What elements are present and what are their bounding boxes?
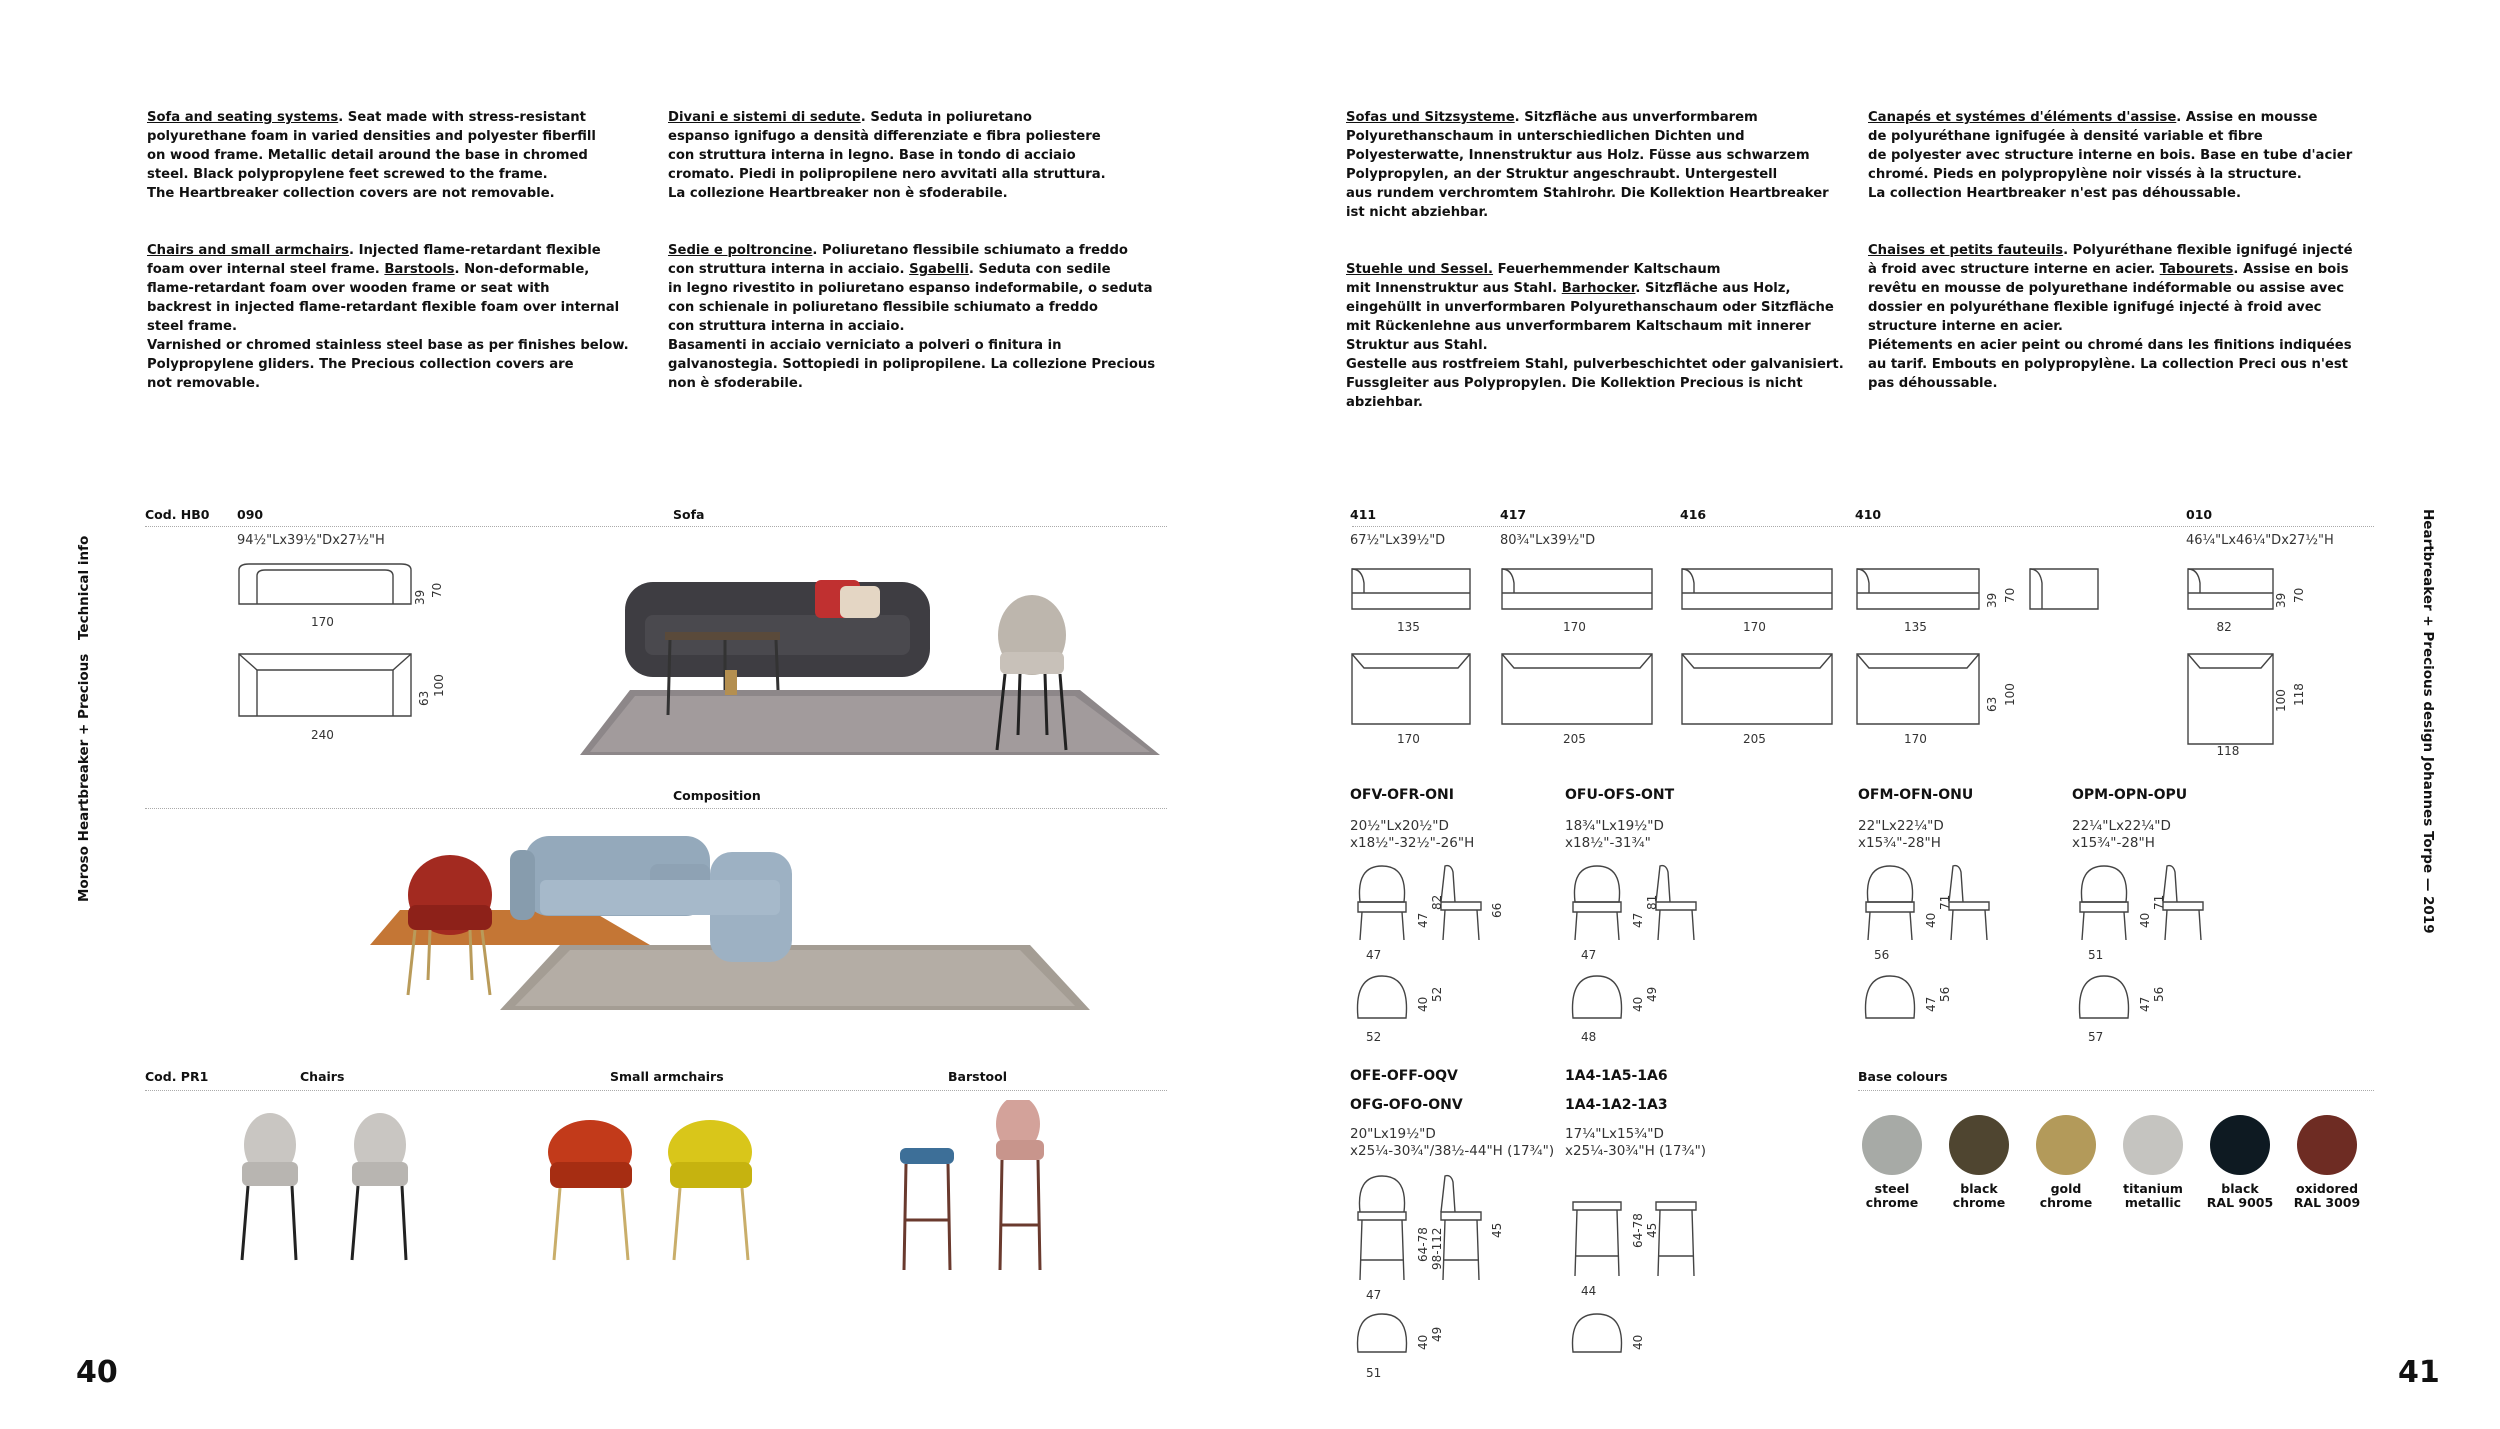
chair-s1: 40 [1416, 996, 1430, 1012]
stool-s2: 49 [1430, 1326, 1444, 1342]
mod-h-63: 63 [1985, 696, 1999, 712]
module-top-drawing [1350, 652, 1472, 726]
colour-swatch-label: black chrome [1952, 1181, 2006, 1210]
module-code: 411 [1350, 507, 1377, 522]
heading-sofa-en: Sofa and seating systems [147, 110, 339, 125]
divider [145, 1090, 1167, 1091]
stool-depth: 51 [1366, 1366, 1382, 1380]
composition-title: Composition [673, 788, 761, 803]
chair-code: OPM-OPN-OPU [2072, 787, 2188, 803]
stool-h3: 45 [1490, 1222, 1504, 1238]
stool-h2: 98-112 [1430, 1227, 1444, 1270]
chair-h1: 40 [1924, 912, 1938, 928]
stool-s1: 40 [1416, 1334, 1430, 1350]
stool-code-1: OFE-OFF-OQV [1350, 1068, 1458, 1084]
module-side-drawing [1350, 563, 1472, 611]
chair-depth: 48 [1581, 1030, 1597, 1044]
module-width-top: 135 [1904, 620, 1927, 634]
chair-h1: 47 [1631, 912, 1645, 928]
side-label-right: Heartbreaker + Precious design Johannes Torpe — 2019 [2420, 509, 2436, 934]
chairs-title: Chairs [300, 1069, 345, 1084]
module-top-drawing [1855, 652, 1981, 726]
mod-h-39: 39 [1985, 592, 1999, 608]
chair-width: 51 [2088, 948, 2104, 962]
divider [145, 526, 1167, 527]
colour-swatch [2297, 1115, 2357, 1175]
side-label-brand: Moroso Heartbreaker + Precious [76, 653, 92, 902]
chair-depth: 52 [1366, 1030, 1382, 1044]
chair-width: 47 [1581, 948, 1597, 962]
chair-width: 47 [1366, 948, 1382, 962]
chair-h1: 47 [1416, 912, 1430, 928]
module-width-bottom: 118 [2216, 744, 2240, 758]
chair-top-drawing [1352, 972, 1412, 1022]
text-col-en: Sofa and seating systems. Seat made with stress-resistant polyurethane foam in varied densities and polyester fiberfill on wood frame. Metallic detail around the base in chromed steel. Black polypropylene feet screwed to the frame. The Heartbreaker collection covers are not removable. Chairs and small armchairs. Injected flame-retardant flexible foam over internal steel frame. Barstools. Non-deformable, flame-retardant foam over wooden frame or seat with backrest in injected flame-retardant flexible foam over internal steel frame. Varnished or chromed stainless steel base as per finishes below. Polypropylene gliders. The Precious collection covers are not removable. [147, 110, 629, 391]
sofa-h2a: 63 [417, 690, 431, 706]
chair-h2: 81 [1645, 894, 1659, 910]
base-colours-title: Base colours [1858, 1069, 1948, 1084]
stool-dims: 20"Lx19½"D x25¼-30¾"/38½-44"H (17¾") [1350, 1126, 1555, 1159]
chair-width: 56 [1874, 948, 1890, 962]
text-col-de: Sofas und Sitzsysteme. Sitzfläche aus unverformbarem Polyurethanschaum in unterschiedlichen Dichten und Polyesterwatte, Innenstruktur aus Holz. Füsse aus schwarzem Polypropylen, an der Struktur angeschraubt. Untergestell aus rundem verchromtem Stahlrohr. Die Kollektion Heartbreaker ist nicht abziehbar. Stuehle und Sessel. Feuerhemmender Kaltschaum mit Innenstruktur aus Stahl. Barhocker. Sitzfläche aus Holz, eingehüllt in unverformbaren Polyurethanschaum oder Sitzfläche mit Rückenlehne aus unverformbarem Kaltschaum mit innerer Struktur aus Stahl. Gestelle aus rostfreiem Stahl, pulverbeschichtet oder galvanisiert. Fussgleiter aus Polypropylen. Die Kollektion Precious is nicht abziehbar. [1346, 110, 1844, 410]
stool-width: 47 [1366, 1288, 1382, 1302]
colour-swatch [1862, 1115, 1922, 1175]
colour-swatch [2210, 1115, 2270, 1175]
mod-h-70b: 70 [2292, 587, 2306, 603]
module-side-drawing [1500, 563, 1654, 611]
module-side-drawing [2028, 563, 2100, 611]
chair-s2: 56 [1938, 986, 1952, 1002]
hb0-code: 090 [237, 507, 264, 522]
cod-pr1: Cod. PR1 [145, 1069, 209, 1084]
colour-swatch [1949, 1115, 2009, 1175]
stool-h2: 45 [1645, 1222, 1659, 1238]
sofa-top-drawing [235, 650, 415, 720]
module-code: 010 [2186, 507, 2213, 522]
chair-depth: 57 [2088, 1030, 2104, 1044]
colour-swatch-label: oxidored RAL 3009 [2293, 1181, 2361, 1210]
stool-code-1: 1A4-1A5-1A6 [1565, 1068, 1668, 1084]
colour-swatch-label: titanium metallic [2123, 1181, 2183, 1210]
module-dims: 46¼"Lx46¼"Dx27½"H [2186, 533, 2334, 548]
module-side-drawing [1680, 563, 1834, 611]
chair-s2: 56 [2152, 986, 2166, 1002]
stool-side-drawing [1650, 1198, 1700, 1278]
sofa-side-drawing [235, 560, 415, 610]
sofa-dims: 94½"Lx39½"Dx27½"H [237, 533, 385, 548]
chair-dims: 22¼"Lx22¼"D x15¾"-28"H [2072, 818, 2171, 851]
stool-code-2: 1A4-1A2-1A3 [1565, 1097, 1668, 1113]
chair-dims: 22"Lx22¼"D x15¾"-28"H [1858, 818, 1944, 851]
colour-swatch-label: gold chrome [2039, 1181, 2093, 1210]
stool-dims: 17¼"Lx15¾"D x25¼-30¾"H (17¾") [1565, 1126, 1707, 1159]
divider [145, 808, 1167, 809]
chair-h2: 82 [1430, 894, 1444, 910]
module-code: 410 [1855, 507, 1882, 522]
colour-swatch-label: black RAL 9005 [2206, 1181, 2274, 1210]
text-col-fr: Canapés et systémes d'éléments d'assise. Assise en mousse de polyuréthane ignifugée à densité variable et fibre de polyester avec structure interne en bois. Base en tube d'acier chromé. Pieds en polypropylène noir vissés à la structure. La collection Heartbreaker n'est pas déhoussable. Chaises et petits fauteuils. Polyuréthane flexible ignifugé injecté à froid avec structure interne en acier. Tabourets. Assise en bois revêtu en mousse de polyurethane indéformable ou assise avec dossier en polyuréthane flexible ignifugé injecté à froid avec structure interne en acier. Piétements en acier peint ou chromé dans les finitions indiquées au tarif. Embouts en polypropylène. La collection Preci ous n'est pas déhoussable. [1868, 110, 2353, 391]
chair-code: OFV-OFR-ONI [1350, 787, 1454, 803]
barstool-title: Barstool [948, 1069, 1008, 1084]
chair-top-drawing [1860, 972, 1920, 1022]
chair-code: OFM-OFN-ONU [1858, 787, 1974, 803]
module-dims: 80¾"Lx39½"D [1500, 533, 1596, 548]
mod-h-100b: 100 [2274, 689, 2288, 712]
module-width-bottom: 170 [1904, 732, 1927, 746]
chair-top-drawing [2074, 972, 2134, 1022]
colour-swatch [2123, 1115, 2183, 1175]
chair-front-drawing [1567, 862, 1627, 942]
mod-h-39b: 39 [2274, 592, 2288, 608]
sofa-title: Sofa [673, 507, 705, 522]
chair-dims: 18¾"Lx19½"D x18½"-31¾" [1565, 818, 1664, 851]
module-width-bottom: 205 [1563, 732, 1586, 746]
mod-h-70: 70 [2003, 587, 2017, 603]
module-side-drawing [1855, 563, 1981, 611]
stool-h1: 64-78 [1416, 1227, 1430, 1262]
chair-front-drawing [1352, 862, 1412, 942]
chairs-photo [220, 1100, 1120, 1280]
module-top-drawing [2186, 652, 2275, 746]
sofa-h2b: 100 [432, 674, 446, 697]
module-top-drawing [1680, 652, 1834, 726]
chair-dims: 20½"Lx20½"D x18½"-32½"-26"H [1350, 818, 1475, 851]
sofa-w1: 170 [311, 615, 334, 629]
sofa-scene-photo [550, 560, 1170, 790]
chair-s2: 49 [1645, 986, 1659, 1002]
chair-h1: 40 [2138, 912, 2152, 928]
stool-h1: 64-78 [1631, 1213, 1645, 1248]
chair-s2: 52 [1430, 986, 1444, 1002]
chair-s1: 47 [2138, 996, 2152, 1012]
colour-swatch [2036, 1115, 2096, 1175]
module-width-top: 135 [1397, 620, 1420, 634]
stool-top-drawing [1352, 1310, 1412, 1356]
page-number-left: 40 [76, 1355, 118, 1390]
chair-front-drawing [1860, 862, 1920, 942]
module-side-drawing [2186, 563, 2275, 611]
module-width-bottom: 205 [1743, 732, 1766, 746]
stool-code-2: OFG-OFO-ONV [1350, 1097, 1463, 1113]
module-dims: 67½"Lx39½"D [1350, 533, 1446, 548]
cod-hb0: Cod. HB0 [145, 507, 210, 522]
chair-s1: 40 [1631, 996, 1645, 1012]
module-width-top: 170 [1563, 620, 1586, 634]
module-width-top: 82 [2216, 620, 2232, 634]
module-top-drawing [1500, 652, 1654, 726]
colour-swatch-label: steel chrome [1865, 1181, 1919, 1210]
mod-h-100: 100 [2003, 683, 2017, 706]
divider [1352, 526, 2374, 527]
stool-front-drawing [1567, 1198, 1627, 1278]
stool-s1: 40 [1631, 1334, 1645, 1350]
composition-photo [330, 820, 1130, 1020]
module-code: 417 [1500, 507, 1527, 522]
sofa-w2: 240 [311, 728, 334, 742]
sofa-h1b: 70 [430, 582, 444, 598]
stool-top-drawing [1567, 1310, 1627, 1356]
page-number-right: 41 [2398, 1355, 2440, 1390]
module-width-top: 170 [1743, 620, 1766, 634]
chair-h2: 71 [1938, 894, 1952, 910]
text-col-it: Divani e sistemi di sedute. Seduta in poliuretano espanso ignifugo a densità differenziate e fibra poliestere con struttura interna in legno. Base in tondo di acciaio cromato. Piedi in polipropilene nero avvitati alla struttura. La collezione Heartbreaker non è sfoderabile. Sedie e poltroncine. Poliuretano flessibile schiumato a freddo con struttura interna in acciaio. Sgabelli. Seduta con sedile in legno rivestito in poliuretano espanso indeformabile, o seduta con schienale in poliuretano flessibile schiumato a freddo con struttura interna in acciaio. Basamenti in acciaio verniciato a polveri o finitura in galvanostegia. Sottopiedi in polipropilene. La collezione Precious non è sfoderabile. [668, 110, 1156, 391]
stool-width: 44 [1581, 1284, 1597, 1298]
module-width-bottom: 170 [1397, 732, 1420, 746]
side-label-section: Technical info [76, 535, 92, 640]
chair-top-drawing [1567, 972, 1627, 1022]
sofa-h1a: 39 [413, 589, 427, 605]
divider [1858, 1090, 2374, 1091]
stool-front-drawing [1352, 1172, 1412, 1282]
chair-front-drawing [2074, 862, 2134, 942]
chair-h3: 66 [1490, 902, 1504, 918]
small-armchairs-title: Small armchairs [610, 1069, 724, 1084]
mod-h-118: 118 [2292, 683, 2306, 706]
module-code: 416 [1680, 507, 1707, 522]
chair-s1: 47 [1924, 996, 1938, 1012]
chair-h2: 71 [2152, 894, 2166, 910]
chair-code: OFU-OFS-ONT [1565, 787, 1675, 803]
